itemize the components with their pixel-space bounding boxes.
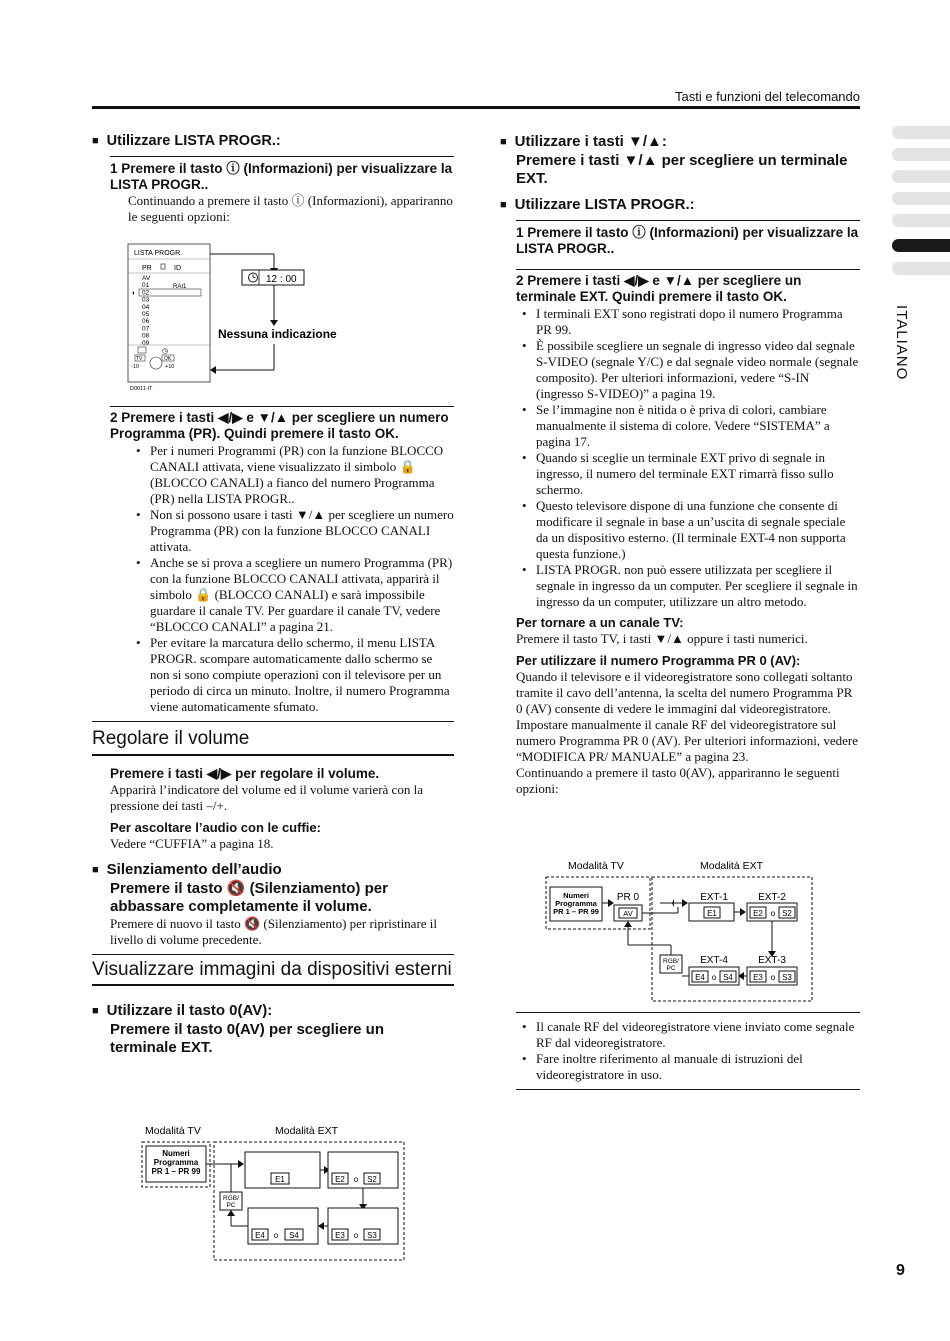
section-heading: ■ Utilizzare i tasti ▼/▲: (500, 133, 860, 152)
ext-diagram-right (544, 855, 819, 1005)
screen-row-number: 08 (142, 332, 150, 340)
svg-text:Numeri: Numeri (563, 891, 589, 900)
screen-code: D0011-IT (130, 386, 153, 392)
headphones-body: Vedere “CUFFIA” a pagina 18. (110, 836, 274, 851)
svg-text:E4: E4 (255, 1231, 265, 1240)
svg-text:o: o (353, 1231, 359, 1240)
side-tab (892, 126, 950, 139)
step-2-bullets (110, 443, 454, 715)
language-label: ITALIANO (893, 305, 910, 381)
external-title: Visualizzare immagini da dispositivi esterni (92, 959, 452, 980)
svg-text:o: o (711, 973, 717, 982)
screen-row-number: 03 (142, 296, 150, 304)
volume-body: Apparirà l’indicatore del volume ed il volume varierà con la pressione dei tasti –/+. (110, 782, 423, 813)
list-item: • Il canale RF del videoregistratore viene inviato come segnale RF dal videoregistratore. (536, 1019, 860, 1051)
section-heading: ■ Utilizzare LISTA PROGR.: (500, 196, 860, 215)
screen-col-id: ID (174, 265, 181, 272)
svg-text:EXT-3: EXT-3 (758, 955, 786, 966)
step-1: 1 Premere il tasto ⓘ (Informazioni) per visualizzare la LISTA PROGR.. (110, 161, 453, 192)
divider (110, 156, 454, 157)
left-column (92, 133, 454, 225)
list-item: • È possibile scegliere un segnale di ingresso video dal segnale S-VIDEO (segnale Y/C) e dal segnale video normale (segnale composito). Per ulteriori informazioni, vedere “S-IN (ingresso S-VIDEO)” a pagina 19. (536, 338, 860, 402)
step-2: 2 Premere i tasti ◀/▶ e ▼/▲ per scegliere un numero Programma (PR). Quindi premere il tasto OK. (110, 410, 449, 441)
volume-title: Regolare il volume (92, 728, 250, 749)
svg-text:E2: E2 (335, 1175, 345, 1184)
svg-text:S3: S3 (782, 973, 792, 982)
clock-key-icon: ◷ (162, 348, 169, 355)
tv-return-body: Premere il tasto TV, i tasti ▼/▲ oppure i tasti numerici. (516, 631, 808, 646)
svg-text:S2: S2 (782, 909, 792, 918)
ext-subtitle: ■ Utilizzare il tasto 0(AV): (92, 1002, 454, 1021)
list-item: • I terminali EXT sono registrati dopo il numero Programma PR 99. (536, 306, 860, 338)
mute-subtitle: Premere il tasto 🔇 (Silenziamento) per abbassare completamente il volume. (110, 880, 388, 915)
svg-text:AV: AV (623, 909, 633, 918)
pr0-body: Quando il televisore e il videoregistratore sono collegati soltanto tramite il cavo dell’antenna, la scelta del numero Programma PR 0 (AV) consente di vedere le immagini dal videoregistratore. Impostare manualmente il canale RF del videoregistratore sul numero Programma PR 0 (AV). Per ulteriori informazioni, vedere “MODIFICA PR/ MANUALE” a pagina 23. (516, 669, 859, 764)
list-item: • LISTA PROGR. non può essere utilizzata per scegliere il segnale in ingresso da un computer. Per scegliere il segnale in ingresso da un computer, utilizzare un altro metodo. (536, 562, 860, 610)
tv-return-label: Per tornare a un canale TV: (516, 615, 684, 630)
svg-text:o: o (353, 1175, 359, 1184)
svg-text:PR 1 – PR 99: PR 1 – PR 99 (553, 907, 599, 916)
svg-text:E2: E2 (753, 909, 763, 918)
list-item: • Anche se si prova a scegliere un numero Programma (PR) con la funzione BLOCCO CANALI attivata, apparirà il simbolo 🔒 (BLOCCO CANALI) e sarà impossibile guardare il canale TV. Per guardare il canale TV, vedere “BLOCCO CANALI” a pagina 21. (150, 555, 454, 635)
list-item: • Per i numeri Programmi (PR) con la funzione BLOCCO CANALI attivata, viene visualizzato il simbolo 🔒 (BLOCCO CANALI) a fianco del numero Programma (PR) nella LISTA PROGR.. (150, 443, 454, 507)
screen-title: LISTA PROGR. (134, 250, 183, 257)
clock-value: 12 : 00 (266, 274, 297, 285)
mode-ext-label: Modalità EXT (700, 860, 764, 872)
clock-mark: ◐ (132, 290, 137, 297)
page-number: 9 (896, 1262, 905, 1279)
divider (516, 1089, 860, 1090)
none-label: Nessuna indicazione (218, 327, 337, 341)
side-tab (892, 170, 950, 183)
side-tab-active (892, 239, 950, 252)
ext-step: Premere il tasto 0(AV) per scegliere un terminale EXT. (110, 1021, 384, 1056)
right-step-1: 1 Premere il tasto ⓘ (Informazioni) per visualizzare la LISTA PROGR.. (516, 225, 859, 256)
side-tab (892, 262, 950, 275)
svg-text:o: o (770, 909, 776, 918)
mode-ext-label: Modalità EXT (275, 1125, 339, 1137)
screen-row-number: 01 (142, 282, 150, 290)
svg-text:S3: S3 (367, 1231, 377, 1240)
screen-key-ok: OK (164, 356, 172, 362)
volume-step: Premere i tasti ◀/▶ per regolare il volume. (110, 766, 380, 781)
divider (92, 954, 454, 955)
list-item: • Fare inoltre riferimento al manuale di istruzioni del videoregistratore in uso. (536, 1051, 860, 1083)
page-header-title: Tasti e funzioni del telecomando (674, 89, 860, 104)
svg-text:RGB/: RGB/ (663, 958, 679, 965)
pr0-label: Per utilizzare il numero Programma PR 0 (AV): (516, 653, 801, 668)
mode-tv-label: Modalità TV (568, 860, 624, 872)
right-step-2: 2 Premere i tasti ◀/▶ e ▼/▲ per scegliere un terminale EXT. Quindi premere il tasto OK. (516, 273, 802, 304)
divider (110, 406, 454, 407)
section-subtitle: Premere i tasti ▼/▲ per scegliere un terminale EXT. (516, 152, 848, 187)
screen-nav-left: -10 (131, 364, 139, 370)
list-item: • Per evitare la marcatura dello schermo, il menu LISTA PROGR. scompare automaticamente dallo schermo se non si sono compiute operazioni con il televisore per un periodo di circa un minuto. Inoltre, il numero Programma viene automaticamente sfumato. (150, 635, 454, 715)
divider (92, 721, 454, 722)
screen-col-pr: PR (142, 265, 152, 272)
svg-text:RGB/: RGB/ (223, 1195, 239, 1202)
svg-text:Programma: Programma (555, 899, 597, 908)
divider (516, 220, 860, 221)
screen-key-tv: TV (136, 356, 143, 362)
svg-text:S4: S4 (289, 1231, 299, 1240)
svg-text:EXT-2: EXT-2 (758, 892, 786, 903)
mute-body: Premere di nuovo il tasto 🔇 (Silenziamento) per ripristinare il livello di volume precedente. (110, 916, 438, 947)
screen-row-number: 04 (142, 303, 150, 311)
end-bullets (500, 1019, 860, 1083)
side-tab (892, 148, 950, 161)
right-bullets (516, 306, 860, 610)
svg-text:PC: PC (226, 1202, 236, 1209)
svg-text:PC: PC (666, 965, 676, 972)
mute-title: ■ Silenziamento dell’audio (92, 861, 454, 880)
left-column-step2 (92, 406, 454, 1057)
ext-diagram-left (140, 1122, 410, 1264)
side-tab (892, 192, 950, 205)
section-heading: ■ Utilizzare LISTA PROGR.: (92, 133, 454, 151)
divider (516, 1012, 860, 1013)
right-column (500, 133, 860, 797)
list-item: • Questo televisore dispone di una funzione che consente di modificare il segnale in base a un’uscita di segnale speciale da un dispositivo esterno. (Il terminale EXT-4 non supporta questa funzione.) (536, 498, 860, 562)
svg-text:PR 0: PR 0 (616, 892, 640, 903)
svg-text:PR 1 – PR 99: PR 1 – PR 99 (151, 1167, 201, 1176)
svg-text:S4: S4 (723, 973, 733, 982)
step-1-body: Continuando a premere il tasto ⓘ (Informazioni), appariranno le seguenti opzioni: (128, 193, 453, 224)
svg-text:S2: S2 (367, 1175, 377, 1184)
pr0-body-2: Continuando a premere il tasto 0(AV), appariranno le seguenti opzioni: (516, 765, 840, 796)
divider (516, 269, 860, 270)
screen-row-number: 02 (142, 289, 150, 297)
list-item: • Se l’immagine non è nitida o è priva di colori, cambiare manualmente il sistema di colore. Vedere “SISTEMA” a pagina 17. (536, 402, 860, 450)
screen-row-number: AV (142, 275, 151, 282)
list-item: • Quando si sceglie un terminale EXT privo di segnale in ingresso, il numero del terminale EXT rimarrà fisso sullo schermo. (536, 450, 860, 498)
list-item: • Non si possono usare i tasti ▼/▲ per scegliere un numero Programma (PR) con la funzione BLOCCO CANALI attivata. (150, 507, 454, 555)
divider (92, 984, 454, 986)
headphones-label: Per ascoltare l’audio con le cuffie: (110, 820, 321, 835)
svg-text:EXT-4: EXT-4 (700, 955, 728, 966)
screen-row-number: 09 (142, 339, 150, 347)
screen-nav-right: +10 (165, 364, 175, 370)
divider (92, 754, 454, 756)
svg-text:E4: E4 (695, 973, 705, 982)
screen-row-number: 06 (142, 318, 150, 326)
svg-text:EXT-1: EXT-1 (700, 892, 728, 903)
screen-row-number: 05 (142, 311, 150, 318)
side-tab (892, 214, 950, 227)
right-column-end (500, 1012, 860, 1090)
svg-text:o: o (770, 973, 776, 982)
svg-text:Programma: Programma (153, 1158, 199, 1167)
svg-text:E1: E1 (707, 909, 717, 918)
screen-row-id: RAI1 (173, 284, 187, 290)
screen-row-number: 07 (142, 325, 150, 333)
svg-text:o: o (273, 1231, 279, 1240)
svg-text:E3: E3 (753, 973, 763, 982)
header-rule (92, 106, 860, 109)
svg-text:E1: E1 (275, 1175, 285, 1184)
mode-tv-label: Modalità TV (145, 1125, 201, 1137)
svg-text:E3: E3 (335, 1231, 345, 1240)
svg-text:Numeri: Numeri (162, 1149, 190, 1158)
lista-progr-screen-diagram (126, 242, 456, 392)
